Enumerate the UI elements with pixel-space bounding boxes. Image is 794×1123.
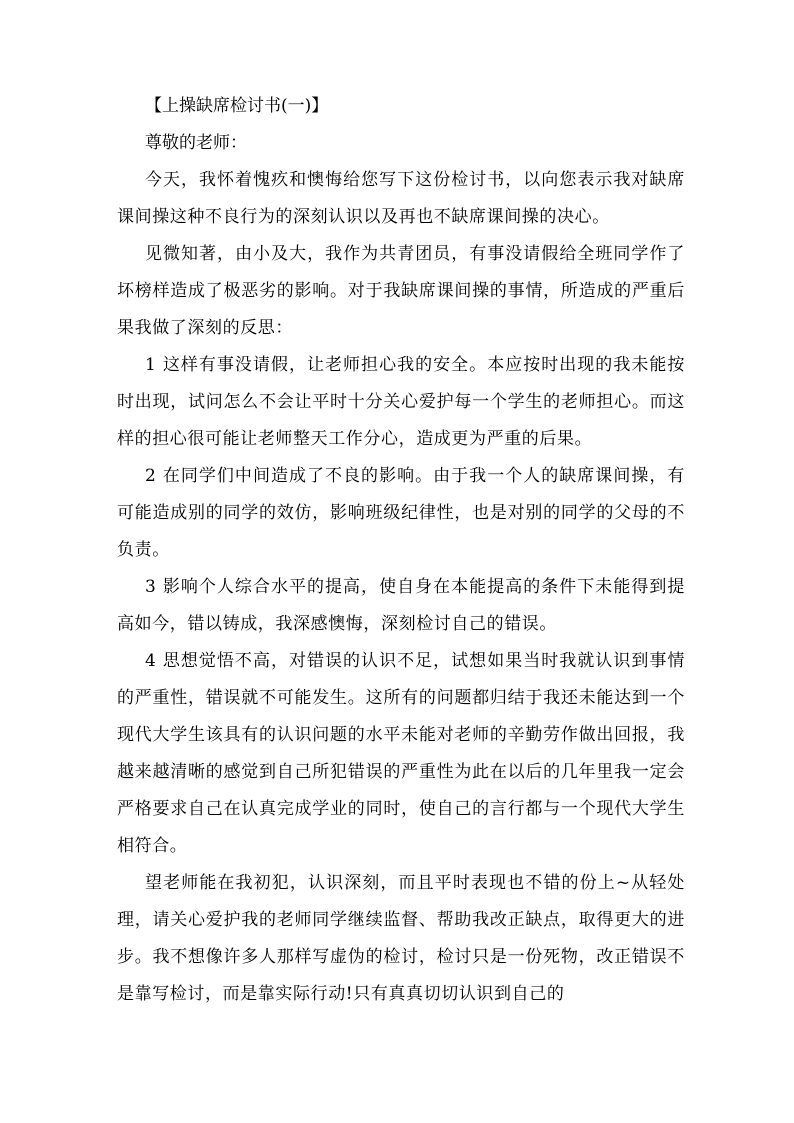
paragraph-point-3: 3 影响个人综合水平的提高，使自身在本能提高的条件下未能得到提高如今，错以铸成，我深感懊悔，深刻检讨自己的错误。 xyxy=(117,577,685,634)
salutation: 尊敬的老师： xyxy=(145,133,247,153)
paragraph-point-4: 4 思想觉悟不高，对错误的认识不足，试想如果当时我就认识到事情的严重性，错误就不可能发生。这所有的问题都归结于我还未能达到一个现代大学生该具有的认识问题的水平未能对老师的辛勤劳作做出回报，我越来越清晰的感觉到自己所犯错误的严重性为此在以后的几年里我一定会严格要求自己在认真完成学业的同时，使自己的言行都与一个现代大学生相符合。 xyxy=(117,651,685,856)
paragraph-request: 望老师能在我初犯，认识深刻，而且平时表现也不错的份上~从轻处理，请关心爱护我的老师同学继续监督、帮助我改正缺点，取得更大的进步。我不想像许多人那样写虚伪的检讨，检讨只是一份死物，改正错误不是靠写检讨，而是靠实际行动!只有真真切切认识到自己的 xyxy=(117,873,685,1004)
paragraph-point-1: 1 这样有事没请假，让老师担心我的安全。本应按时出现的我未能按时出现，试问怎么不会让平时十分关心爱护每一个学生的老师担心。而这样的担心很可能让老师整天工作分心，造成更为严重的后果。 xyxy=(117,355,685,449)
document-title: 【上操缺席检讨书(一)】 xyxy=(145,96,329,116)
document-body xyxy=(117,88,685,1013)
paragraph-reflection: 见微知著，由小及大，我作为共青团员，有事没请假给全班同学作了坏榜样造成了极恶劣的影响。对于我缺席课间操的事情，所造成的严重后果我做了深刻的反思： xyxy=(117,244,685,338)
paragraph-point-2: 2 在同学们中间造成了不良的影响。由于我一个人的缺席课间操，有可能造成别的同学的效仿，影响班级纪律性，也是对别的同学的父母的不负责。 xyxy=(117,466,685,560)
paragraph-intro: 今天，我怀着愧疚和懊悔给您写下这份检讨书，以向您表示我对缺席课间操这种不良行为的深刻认识以及再也不缺席课间操的决心。 xyxy=(117,170,685,227)
